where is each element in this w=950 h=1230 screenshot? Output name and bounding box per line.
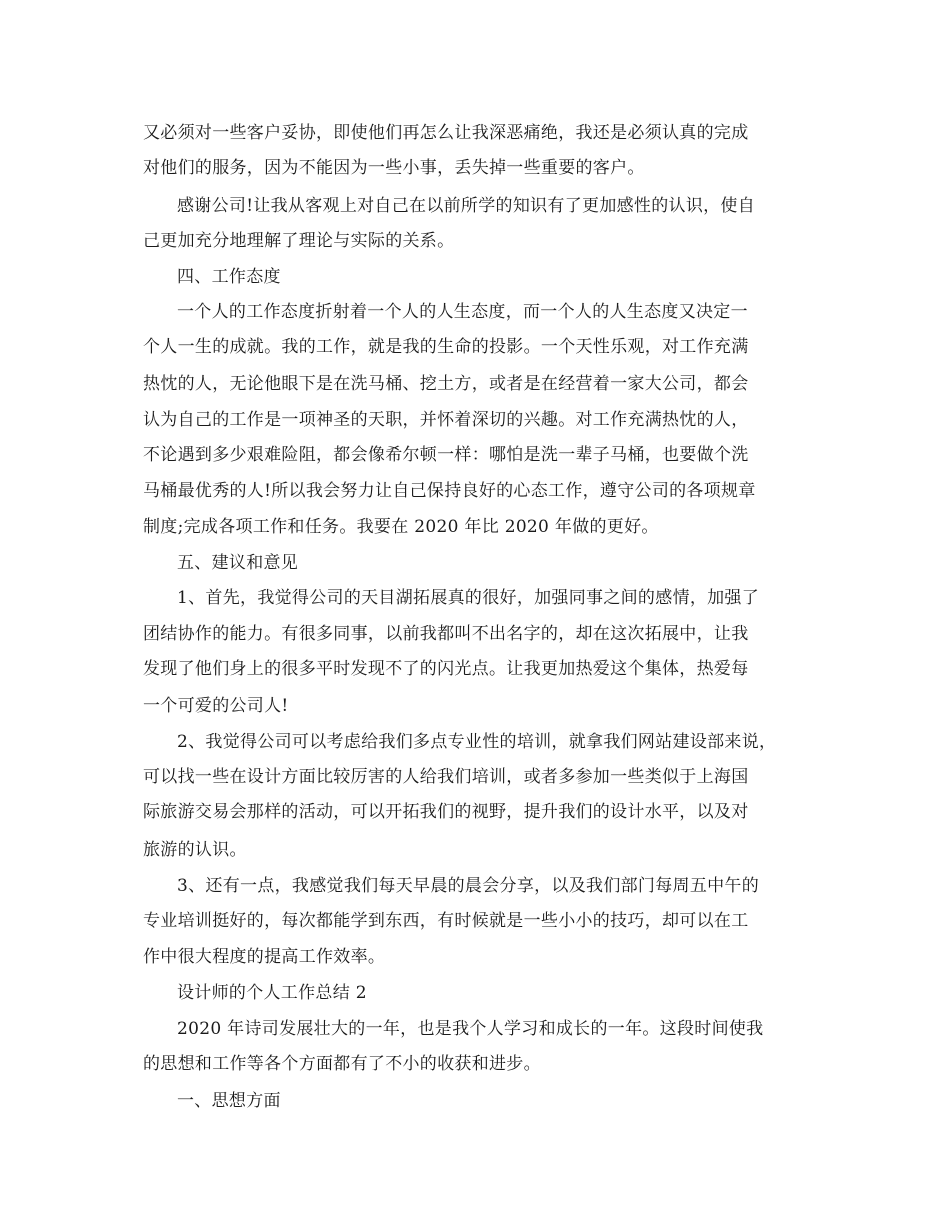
section-heading: 五、建议和意见 [177, 553, 299, 573]
paragraph-line: 发现了他们身上的很多平时发现不了的闪光点。让我更加热爱这个集体，热爱每 [143, 659, 749, 679]
paragraph-line: 又必须对一些客户妥协，即使他们再怎么让我深恶痛绝，我还是必须认真的完成 [143, 123, 749, 143]
section-heading: 四、工作态度 [177, 267, 281, 287]
paragraph-line: 可以找一些在设计方面比较厉害的人给我们培训，或者多参加一些类似于上海国 [143, 767, 749, 787]
paragraph-line: 己更加充分地理解了理论与实际的关系。 [143, 231, 455, 251]
section-heading: 设计师的个人工作总结 2 [177, 983, 367, 1003]
paragraph-line: 2020 年诗司发展壮大的一年，也是我个人学习和成长的一年。这段时间使我 [177, 1019, 764, 1039]
paragraph-line: 专业培训挺好的，每次都能学到东西，有时候就是一些小小的技巧，却可以在工 [143, 911, 749, 931]
paragraph-line: 一个可爱的公司人! [143, 696, 289, 716]
paragraph-line: 热忱的人，无论他眼下是在洗马桶、挖土方，或者是在经营着一家大公司，都会 [143, 374, 749, 394]
paragraph-line: 团结协作的能力。有很多同事，以前我都叫不出名字的，却在这次拓展中，让我 [143, 624, 749, 644]
paragraph-line: 马桶最优秀的人!所以我会努力让自己保持良好的心态工作，遵守公司的各项规章 [143, 481, 756, 501]
paragraph-line: 感谢公司!让我从客观上对自己在以前所学的知识有了更加感性的认识，使自 [177, 196, 756, 216]
paragraph-line: 1、首先，我觉得公司的天目湖拓展真的很好，加强同事之间的感情，加强了 [177, 588, 760, 608]
paragraph-line: 2、我觉得公司可以考虑给我们多点专业性的培训，就拿我们网站建设部来说， [177, 732, 777, 752]
paragraph-line: 认为自己的工作是一项神圣的天职，并怀着深切的兴趣。对工作充满热忱的人， [143, 410, 749, 430]
paragraph-line: 3、还有一点，我感觉我们每天早晨的晨会分享，以及我们部门每周五中午的 [177, 876, 760, 896]
paragraph-line: 一个人的工作态度折射着一个人的人生态度，而一个人的人生态度又决定一 [177, 302, 748, 322]
paragraph-line: 对他们的服务，因为不能因为一些小事，丢失掉一些重要的客户。 [143, 158, 645, 178]
section-heading: 一、思想方面 [177, 1091, 281, 1111]
paragraph-line: 旅游的认识。 [143, 840, 247, 860]
paragraph-line: 作中很大程度的提高工作效率。 [143, 947, 386, 967]
paragraph-line: 个人一生的成就。我的工作，就是我的生命的投影。一个天性乐观，对工作充满 [143, 337, 749, 357]
paragraph-line: 的思想和工作等各个方面都有了不小的收获和进步。 [143, 1054, 541, 1074]
paragraph-line: 际旅游交易会那样的活动，可以开拓我们的视野，提升我们的设计水平，以及对 [143, 802, 749, 822]
paragraph-line: 制度;完成各项工作和任务。我要在 2020 年比 2020 年做的更好。 [143, 517, 659, 537]
paragraph-line: 不论遇到多少艰难险阻，都会像希尔顿一样：哪怕是洗一辈子马桶，也要做个洗 [143, 445, 749, 465]
